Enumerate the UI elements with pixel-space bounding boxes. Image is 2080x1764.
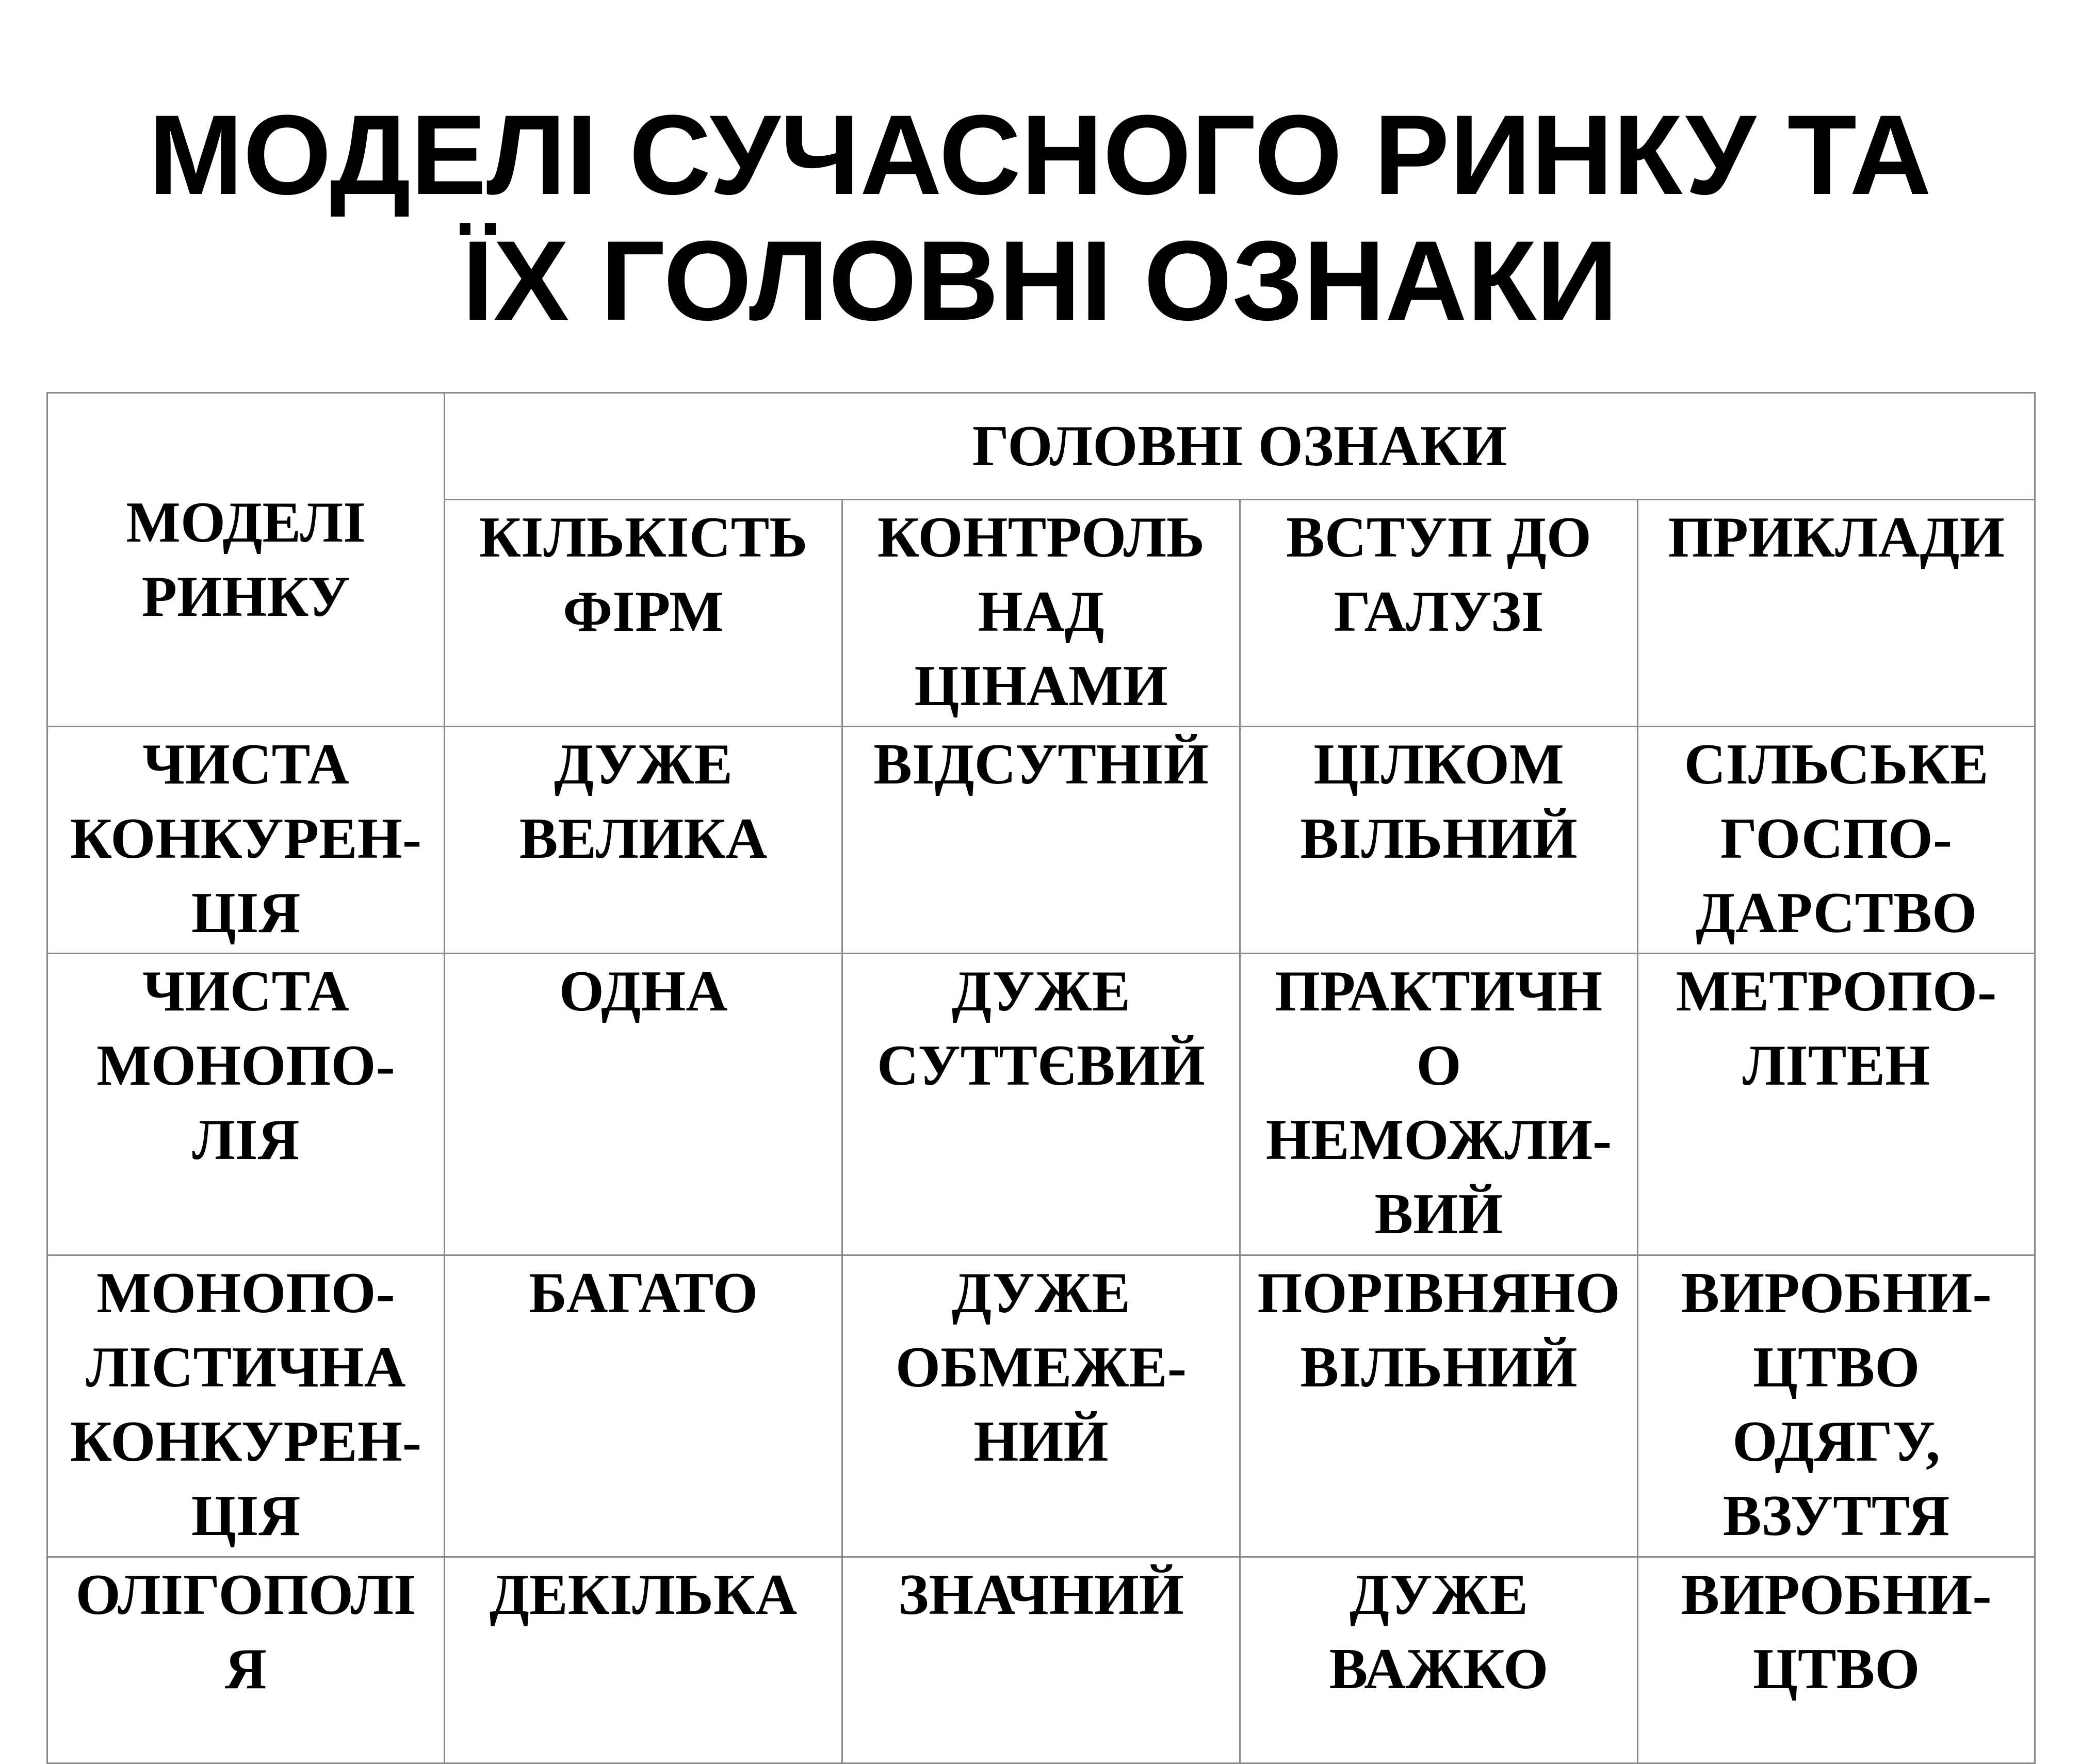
column-header-examples: ПРИКЛАДИ: [1668, 505, 2005, 569]
page-title: [0, 92, 2080, 344]
cell-text: ДУЖЕ ВЕЛИКА: [519, 732, 768, 871]
cell-text: ЧИСТА МОНОПО- ЛІЯ: [96, 959, 395, 1172]
table-header-row-group: [47, 393, 2035, 500]
column-header-cell: [1638, 500, 2035, 727]
cell-text: ВИРОБНИ- ЦТВО ОДЯГУ, ВЗУТТЯ: [1681, 1261, 1992, 1548]
column-header-firms: КІЛЬКІСТЬ ФІРМ: [479, 505, 808, 644]
table-cell-price-control: [842, 1557, 1240, 1763]
table-cell-examples: [1638, 1557, 2035, 1763]
cell-text: ПОРІВНЯНО ВІЛЬНИЙ: [1257, 1261, 1620, 1399]
table-row: [47, 1255, 2035, 1557]
table-cell-firms: [445, 1255, 842, 1557]
table-cell-examples: [1638, 954, 2035, 1255]
table-cell-price-control: [842, 954, 1240, 1255]
table-cell-entry: [1240, 1255, 1638, 1557]
table-cell-price-control: [842, 1255, 1240, 1557]
group-header-label: ГОЛОВНІ ОЗНАКИ: [972, 414, 1507, 478]
column-header-price-control: КОНТРОЛЬ НАД ЦІНАМИ: [877, 505, 1205, 718]
table-cell-examples: [1638, 1255, 2035, 1557]
table-row: [47, 727, 2035, 954]
cell-text: ВИРОБНИ- ЦТВО: [1681, 1563, 1992, 1701]
cell-text: БАГАТО: [529, 1261, 758, 1325]
table-cell-model: [47, 1557, 445, 1763]
table-cell-firms: [445, 954, 842, 1255]
table-cell-entry: [1240, 1557, 1638, 1763]
table-cell-model: [47, 954, 445, 1255]
table-cell-entry: [1240, 954, 1638, 1255]
column-header-entry: ВСТУП ДО ГАЛУЗІ: [1286, 505, 1591, 644]
table-cell-entry: [1240, 727, 1638, 954]
table-row: [47, 1557, 2035, 1763]
table-cell-model: [47, 727, 445, 954]
table-cell-firms: [445, 1557, 842, 1763]
page-title-line-1: МОДЕЛІ СУЧАСНОГО РИНКУ ТА: [148, 91, 1932, 218]
page-title-line-2: ЇХ ГОЛОВНІ ОЗНАКИ: [462, 217, 1618, 344]
row-header-label: МОДЕЛІ РИНКУ: [126, 491, 366, 629]
cell-text: ВІДСУТНІЙ: [873, 732, 1209, 796]
cell-text: ДЕКІЛЬКА: [489, 1563, 798, 1627]
table-cell-examples: [1638, 727, 2035, 954]
cell-text: ДУЖЕ ОБМЕЖЕ- НИЙ: [895, 1261, 1187, 1474]
table-cell-price-control: [842, 727, 1240, 954]
cell-text: МОНОПО- ЛІСТИЧНА КОНКУРЕН- ЦІЯ: [70, 1261, 422, 1548]
market-models-table: [46, 392, 2036, 1764]
cell-text: ОДНА: [559, 959, 728, 1023]
cell-text: ЗНАЧНИЙ: [898, 1563, 1184, 1627]
cell-text: ЧИСТА КОНКУРЕН- ЦІЯ: [70, 732, 422, 945]
group-header-cell: [445, 393, 2035, 500]
table-row: [47, 954, 2035, 1255]
cell-text: ОЛІГОПОЛІ Я: [75, 1563, 416, 1701]
column-header-cell: [1240, 500, 1638, 727]
cell-text: МЕТРОПО- ЛІТЕН: [1676, 959, 1997, 1098]
table-cell-model: [47, 1255, 445, 1557]
cell-text: СІЛЬСЬКЕ ГОСПО- ДАРСТВО: [1684, 732, 1989, 945]
table-cell-firms: [445, 727, 842, 954]
column-header-cell: [842, 500, 1240, 727]
cell-text: ЦІЛКОМ ВІЛЬНИЙ: [1300, 732, 1578, 871]
cell-text: ДУЖЕ СУТТЄВИЙ: [877, 959, 1205, 1098]
row-header-cell: [47, 393, 445, 727]
column-header-cell: [445, 500, 842, 727]
cell-text: ПРАКТИЧН О НЕМОЖЛИ- ВИЙ: [1265, 959, 1612, 1246]
cell-text: ДУЖЕ ВАЖКО: [1329, 1563, 1549, 1701]
